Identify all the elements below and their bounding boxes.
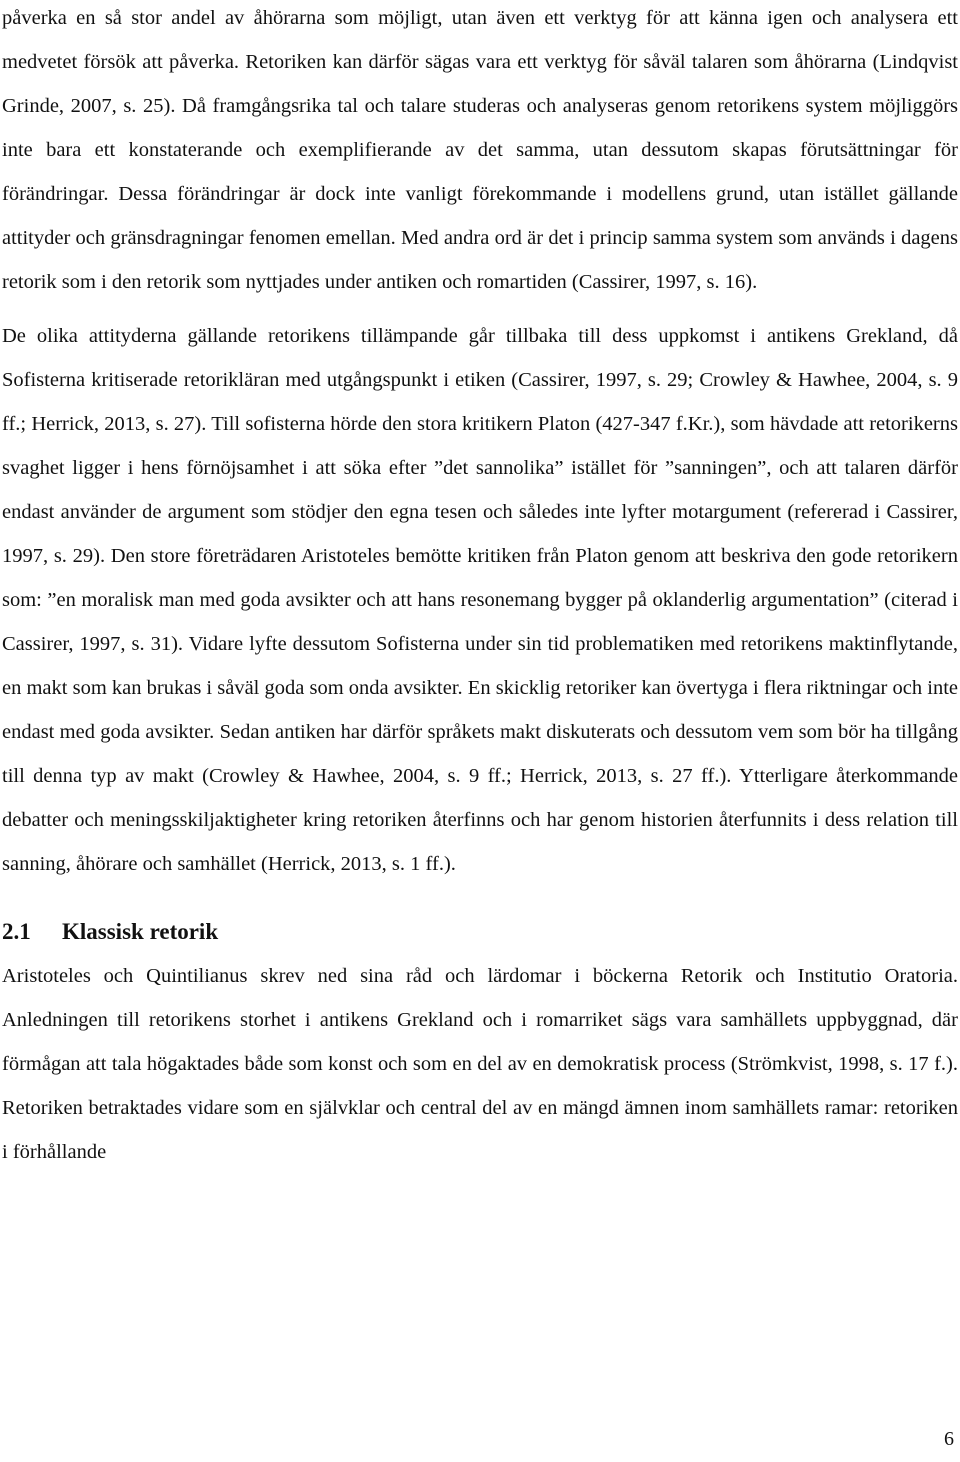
section-paragraph: Aristoteles och Quintilianus skrev ned sina råd och lärdomar i böckerna Retorik och Institutio Oratoria. Anledningen till retorikens storhet i antikens Grekland och i romarriket sägs vara samhällets uppbyggnad, där förmågan att tala högaktades både som konst och som en del av en demokratisk process (Strömkvist, 1998, s. 17 f.). Retoriken betraktades vidare som en självklar och central del av en mängd ämnen inom samhällets ramar: retoriken i förhållande — [2, 965, 958, 1163]
page-number: 6 — [944, 1428, 954, 1450]
body-paragraph-2: De olika attityderna gällande retorikens tillämpande går tillbaka till dess uppkomst i antikens Grekland, då Sofisterna kritiserade retorikläran med utgångspunkt i etiken (Cassirer, 1997, s. 29; Crowley & Hawhee, 2004, s. 9 ff.; Herrick, 2013, s. 27). Till sofisterna hörde den stora kritikern Platon (427-347 f.Kr.), som hävdade att retorikerns svaghet ligger i hens förnöjsamhet i att söka efter ”det sannolika” istället för ”sanningen”, och att talaren därför endast använder de argument som stödjer den egna tesen och således inte lyfter motargument (refererad i Cassirer, 1997, s. 29). Den store företrädaren Aristoteles bemötte kritiken från Platon genom att beskriva den gode retorikern som: ”en moralisk man med goda avsikter och att hans resonemang bygger på oklanderlig argumentation” (citerad i Cassirer, 1997, s. 31). Vidare lyfte dessutom Sofisterna under sin tid problematiken med retorikens maktinflytande, en makt som kan brukas i såväl goda som onda avsikter. En skicklig retoriker kan övertyga i flera riktningar och inte endast med goda avsikter. Sedan antiken har därför språkets makt diskuterats och dessutom vem som bör ha tillgång till denna typ av makt (Crowley & Hawhee, 2004, s. 9 ff.; Herrick, 2013, s. 27 ff.). Ytterligare återkommande debatter och meningsskiljaktigheter kring retoriken återfinns och har genom historien återfunnits i dess relation till sanning, åhörare och samhället (Herrick, 2013, s. 1 ff.). — [2, 325, 958, 875]
section-heading — [2, 912, 958, 952]
page-content — [2, 0, 958, 1174]
section-title: Klassisk retorik — [62, 919, 219, 944]
body-paragraph-1: påverka en så stor andel av åhörarna som möjligt, utan även ett verktyg för att känna igen och analysera ett medvetet försök att påverka. Retoriken kan därför sägas vara ett verktyg för såväl talaren som åhörarna (Lindqvist Grinde, 2007, s. 25). Då framgångsrika tal och talare studeras och analyseras genom retorikens system möjliggörs inte bara ett konstaterande och exemplifierande av det samma, utan dessutom skapas förutsättningar för förändringar. Dessa förändringar är dock inte vanligt förekommande i modellens grund, utan istället gällande attityder och gränsdragningar fenomen emellan. Med andra ord är det i princip samma system som används i dagens retorik som i den retorik som nyttjades under antiken och romartiden (Cassirer, 1997, s. 16). — [2, 7, 958, 293]
section-number: 2.1 — [2, 919, 31, 944]
